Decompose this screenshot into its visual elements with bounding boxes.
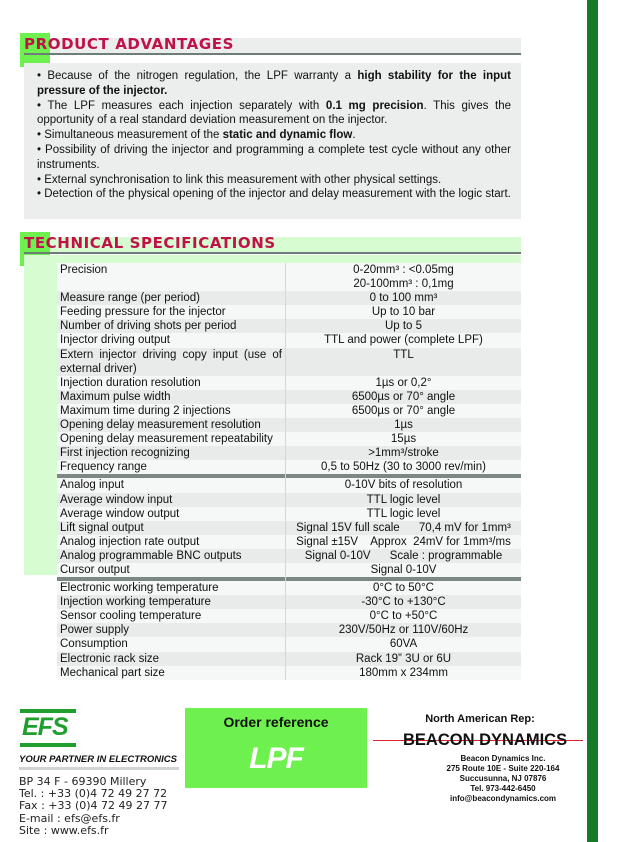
rep-label: North American Rep: [425,713,535,725]
spec-label: Frequency range [57,460,286,474]
spec-value-line: 1µs [394,419,413,432]
spec-value [286,652,522,666]
spec-value-line: 0,5 to 50Hz (30 to 3000 rev/min) [321,461,486,474]
spec-value [286,623,522,637]
phone: Tel. : +33 (0)4 72 49 27 72 [19,787,168,801]
spec-label: First injection recognizing [57,446,286,460]
spec-value [286,563,522,577]
spec-label: Average window input [57,493,286,507]
spec-label: Extern injector driving copy input (use of external driver) [57,348,286,376]
spec-label: Consumption [57,637,286,651]
spec-label: Feeding pressure for the injector [57,305,286,319]
spec-value [286,478,522,492]
spec-value-line: 20-100mm³ : 0,1mg [353,278,454,291]
spec-label: Maximum pulse width [57,390,286,404]
spec-value [286,263,522,291]
advantage-item [24,128,521,143]
spec-row [57,333,521,347]
advantage-highlight: static and dynamic flow [222,129,353,142]
order-reference-code: LPF [249,742,303,775]
advantage-text: • The LPF measures each injection separately with [37,99,326,112]
spec-value-line: TTL and power (complete LPF) [324,334,483,347]
spec-value-line: 230V/50Hz or 110V/60Hz [338,624,469,637]
spec-value [286,291,522,305]
spec-row [57,319,521,333]
advantage-highlight: 0.1 mg precision [325,99,424,112]
spec-label: Electronic rack size [57,652,286,666]
advantage-item [24,173,521,188]
spec-value [286,493,522,507]
spec-row [57,666,521,680]
spec-row [57,305,521,319]
spec-label: Injection working temperature [57,595,286,609]
spec-value-line: 6500µs or 70° angle [351,404,456,417]
header-rule [24,252,521,254]
spec-value-line: Up to 10 bar [371,306,436,319]
efs-address [19,776,168,837]
spec-row [57,595,521,609]
specs-green-margin [24,255,57,575]
spec-value [286,609,522,623]
rep-company: Beacon Dynamics Inc. [460,754,546,763]
spec-label: Injection duration resolution [57,376,286,390]
spec-label: Cursor output [57,563,286,577]
spec-row [57,535,521,549]
email-link[interactable]: E-mail : efs@efs.fr [19,811,120,825]
spec-row [57,291,521,305]
rep-contact [433,754,573,804]
spec-value-line: TTL [393,348,414,361]
spec-value-line: Up to 5 [384,320,423,333]
advantage-text: . This gives the opportunity of a real standard deviation measurement on the injector. [37,99,512,127]
advantage-text: • Simultaneous measurement of the [37,129,223,142]
spec-label: Analog input [57,478,286,492]
spec-value-line: Signal 15V full scale 70,4 mV for 1mm³ [296,521,511,534]
advantage-text: • External synchronisation to link this measurement with other physical settings. [37,173,442,186]
spec-value-line: Signal 0-10V Scale : programmable [304,549,503,562]
spec-value-line: TTL logic level [366,493,441,506]
spec-value [286,446,522,460]
advantage-text: • Because of the nitrogen regulation, the LPF warranty a [37,70,358,82]
website-link[interactable]: Site : www.efs.fr [19,823,109,837]
spec-value-line: Rack 19” 3U or 6U [355,652,452,665]
spec-value [286,376,522,390]
spec-label: Opening delay measurement resolution [57,418,286,432]
spec-value-line: Signal ±15V Approx 24mV for 1mm³/ms [296,535,511,548]
spec-value-line: Signal 0-10V [370,563,437,576]
spec-label: Opening delay measurement repeatability [57,432,286,446]
spec-row [57,404,521,418]
spec-label: Precision [57,263,286,291]
spec-value-line: 0°C to +50°C [369,610,438,623]
efs-logo-text: EFS [22,713,68,741]
order-reference-label: Order reference [223,714,329,730]
spec-value [286,418,522,432]
rep-city: Succusunna, NJ 07876 [459,774,547,784]
spec-value-line: 0 to 100 mm³ [369,292,438,305]
advantage-item [24,187,521,202]
order-reference-box [185,708,367,788]
spec-row [57,521,521,535]
spec-label: Analog injection rate output [57,535,286,549]
spec-row [57,432,521,446]
spec-label: Number of driving shots per period [57,319,286,333]
advantage-item [24,63,521,99]
spec-label: Maximum time during 2 injections [57,404,286,418]
spec-value [286,319,522,333]
spec-label: Measure range (per period) [57,291,286,305]
spec-row [57,263,521,291]
logo-bar-bottom [20,743,76,747]
header-rule [24,53,521,55]
address-line: BP 34 F - 69390 Millery [19,775,147,788]
tagline-rule [19,767,179,770]
spec-value-line: 15µs [390,433,417,446]
specs-title: TECHNICAL SPECIFICATIONS [24,234,276,252]
spec-value [286,595,522,609]
spec-value-line: 0-20mm³ : <0.05mg [353,264,454,276]
advantage-text: • Possibility of driving the injector and programming a complete test cycle without any other instruments. [37,143,511,171]
spec-label: Power supply [57,623,286,637]
rep-email-link[interactable]: info@beacondynamics.com [449,794,557,804]
spec-row [57,549,521,563]
spec-row [57,478,521,492]
advantage-text: • Detection of the physical opening of the injector and delay measurement with the logic start. [37,188,511,201]
spec-label: Sensor cooling temperature [57,609,286,623]
advantages-header [20,33,521,67]
spec-value-line: TTL logic level [366,507,441,520]
spec-row [57,348,521,376]
spec-label: Injector driving output [57,333,286,347]
spec-row [57,418,521,432]
specs-table [57,263,521,680]
spec-value [286,390,522,404]
spec-value [286,521,522,535]
spec-label: Analog programmable BNC outputs [57,549,286,563]
spec-label: Electronic working temperature [57,581,286,595]
spec-value [286,432,522,446]
spec-row [57,460,521,474]
spec-label: Average window output [57,507,286,521]
spec-row [57,563,521,577]
efs-logo [20,709,76,749]
spec-value [286,535,522,549]
fax: Fax : +33 (0)4 72 49 27 77 [19,799,168,813]
spec-value-line: 0-10V bits of resolution [344,479,463,492]
advantages-title: PRODUCT ADVANTAGES [24,35,235,53]
spec-value-line: -30°C to +130°C [361,596,446,609]
spec-value [286,507,522,521]
spec-label: Lift signal output [57,521,286,535]
spec-value-line: 60VA [389,638,418,651]
spec-value-line: 0°C to 50°C [373,582,434,595]
advantage-item [24,143,521,173]
spec-value [286,460,522,474]
advantage-highlight: high stability for the input pressure of the injector. [37,70,512,97]
spec-row [57,376,521,390]
spec-row [57,446,521,460]
spec-row [57,637,521,651]
spec-value [286,581,522,595]
specs-green-band [24,255,521,263]
spec-value [286,666,522,680]
spec-value [286,305,522,319]
spec-row [57,623,521,637]
spec-row [57,507,521,521]
spec-value-line: 1µs or 0,2° [375,376,432,389]
spec-value-line: 180mm x 234mm [359,666,448,679]
spec-value [286,637,522,651]
advantage-text: . [352,129,356,142]
spec-row [57,581,521,595]
beacon-logo-text: BEACON DYNAMICS [403,731,568,749]
spec-row [57,609,521,623]
spec-value [286,333,522,347]
spec-label: Mechanical part size [57,666,286,680]
beacon-logo [373,730,583,754]
spec-value [286,404,522,418]
spec-value [286,549,522,563]
spec-row [57,493,521,507]
spec-value-line: >1mm³/stroke [368,447,439,460]
rep-street: 275 Route 10E - Suite 220-164 [446,764,560,774]
rep-phone: Tel. 973-442-6450 [470,784,536,794]
tagline: YOUR PARTNER IN ELECTRONICS [19,754,177,765]
spec-row [57,652,521,666]
advantages-list [24,63,521,219]
page-side-bar [587,0,598,842]
spec-row [57,390,521,404]
spec-value-line: 6500µs or 70° angle [351,390,456,403]
advantage-item [24,99,521,129]
spec-value [286,348,522,376]
